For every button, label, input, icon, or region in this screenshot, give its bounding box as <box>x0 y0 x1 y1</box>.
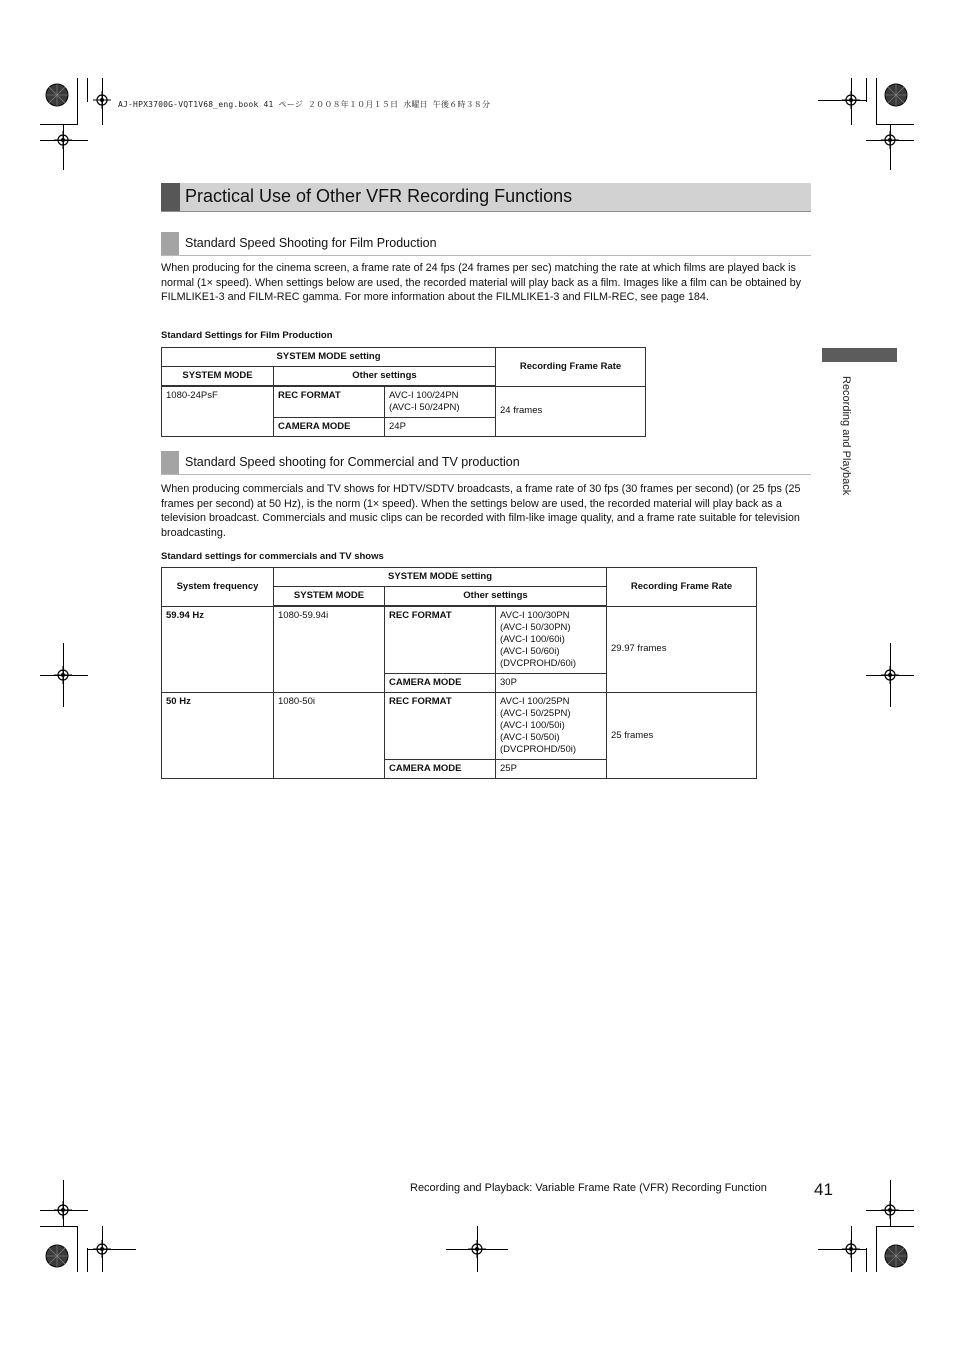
side-chapter-label: Recording and Playback <box>840 376 852 496</box>
table-caption: Standard Settings for Film Production <box>161 330 333 341</box>
color-target-icon <box>45 83 69 107</box>
rec-format-label: REC FORMAT <box>385 606 496 674</box>
header-other-settings: Other settings <box>274 367 496 387</box>
system-mode-value: 1080-50i <box>274 693 385 779</box>
section-title: Standard Speed shooting for Commercial and TV production <box>185 455 520 469</box>
commercial-settings-table <box>161 567 757 779</box>
frame-rate-value: 25 frames <box>607 693 757 779</box>
system-mode-value: 1080-59.94i <box>274 606 385 693</box>
title-accent-bar <box>161 183 180 211</box>
camera-mode-label: CAMERA MODE <box>385 760 496 779</box>
page-title: Practical Use of Other VFR Recording Functions <box>185 186 573 206</box>
section-body-text: When producing for the cinema screen, a frame rate of 24 fps (24 frames per sec) matching the rate at which films are played back is normal (1× speed). When settings below are used, the recorded material will play back as a film. Images like a film can be obtained by FILMLIKE1-3 and FILM-REC gamma. For more information about the FILMLIKE1-3 and FILM-REC, see page 184. <box>161 262 802 303</box>
film-settings-table <box>161 347 646 437</box>
frequency-value: 50 Hz <box>162 693 274 779</box>
camera-mode-value: 24P <box>385 418 496 437</box>
header-recording-frame-rate: Recording Frame Rate <box>607 568 757 607</box>
camera-mode-value: 30P <box>496 674 607 693</box>
section-heading-film <box>161 232 811 256</box>
color-target-icon <box>884 83 908 107</box>
page-title-banner <box>161 183 811 212</box>
table-row <box>162 386 646 418</box>
header-system-mode-setting: SYSTEM MODE setting <box>162 348 496 367</box>
section-heading-commercial <box>161 451 811 475</box>
rec-format-value: AVC-I 100/25PN (AVC-I 50/25PN) (AVC-I 100/50i) (AVC-I 50/50i) (DVCPROHD/50i) <box>496 693 607 760</box>
section-accent-bar <box>161 451 179 474</box>
rec-format-label: REC FORMAT <box>385 693 496 760</box>
header-system-frequency: System frequency <box>162 568 274 607</box>
section-accent-bar <box>161 232 179 255</box>
header-system-mode-setting: SYSTEM MODE setting <box>274 568 607 587</box>
camera-mode-label: CAMERA MODE <box>274 418 385 437</box>
header-other-settings: Other settings <box>385 587 607 607</box>
header-recording-frame-rate: Recording Frame Rate <box>496 348 646 387</box>
rec-format-value: AVC-I 100/24PN (AVC-I 50/24PN) <box>385 386 496 418</box>
table-row <box>162 606 757 674</box>
frame-rate-value: 24 frames <box>496 386 646 437</box>
page-number: 41 <box>814 1180 833 1199</box>
color-target-icon <box>884 1244 908 1268</box>
header-system-mode: SYSTEM MODE <box>274 587 385 607</box>
table-caption: Standard settings for commercials and TV shows <box>161 551 384 562</box>
rec-format-value: AVC-I 100/30PN (AVC-I 50/30PN) (AVC-I 100/60i) (AVC-I 50/60i) (DVCPROHD/60i) <box>496 606 607 674</box>
system-mode-value: 1080-24PsF <box>162 386 274 437</box>
section-title: Standard Speed Shooting for Film Production <box>185 236 437 250</box>
camera-mode-value: 25P <box>496 760 607 779</box>
side-chapter-tab <box>822 348 897 362</box>
running-footer: Recording and Playback: Variable Frame Rate (VFR) Recording Function <box>410 1182 767 1194</box>
section-body-text: When producing commercials and TV shows for HDTV/SDTV broadcasts, a frame rate of 30 fps (30 frames per second) (or 25 fps (25 frames per second) at 50 Hz), is the norm (1× speed). When the settings below are used, the recorded material will play back as a television broadcast. Commercials and music clips can be recorded with film-like image quality, and a frame rate suitable for television broadcasting. <box>161 483 801 539</box>
camera-mode-label: CAMERA MODE <box>385 674 496 693</box>
color-target-icon <box>45 1244 69 1268</box>
header-system-mode: SYSTEM MODE <box>162 367 274 387</box>
table-row <box>162 693 757 760</box>
frequency-value: 59.94 Hz <box>162 606 274 693</box>
rec-format-label: REC FORMAT <box>274 386 385 418</box>
print-header: AJ-HPX3700G-VQT1V68_eng.book 41 ページ ２００８年１０月１５日 水曜日 午後６時３８分 <box>118 100 491 109</box>
frame-rate-value: 29.97 frames <box>607 606 757 693</box>
